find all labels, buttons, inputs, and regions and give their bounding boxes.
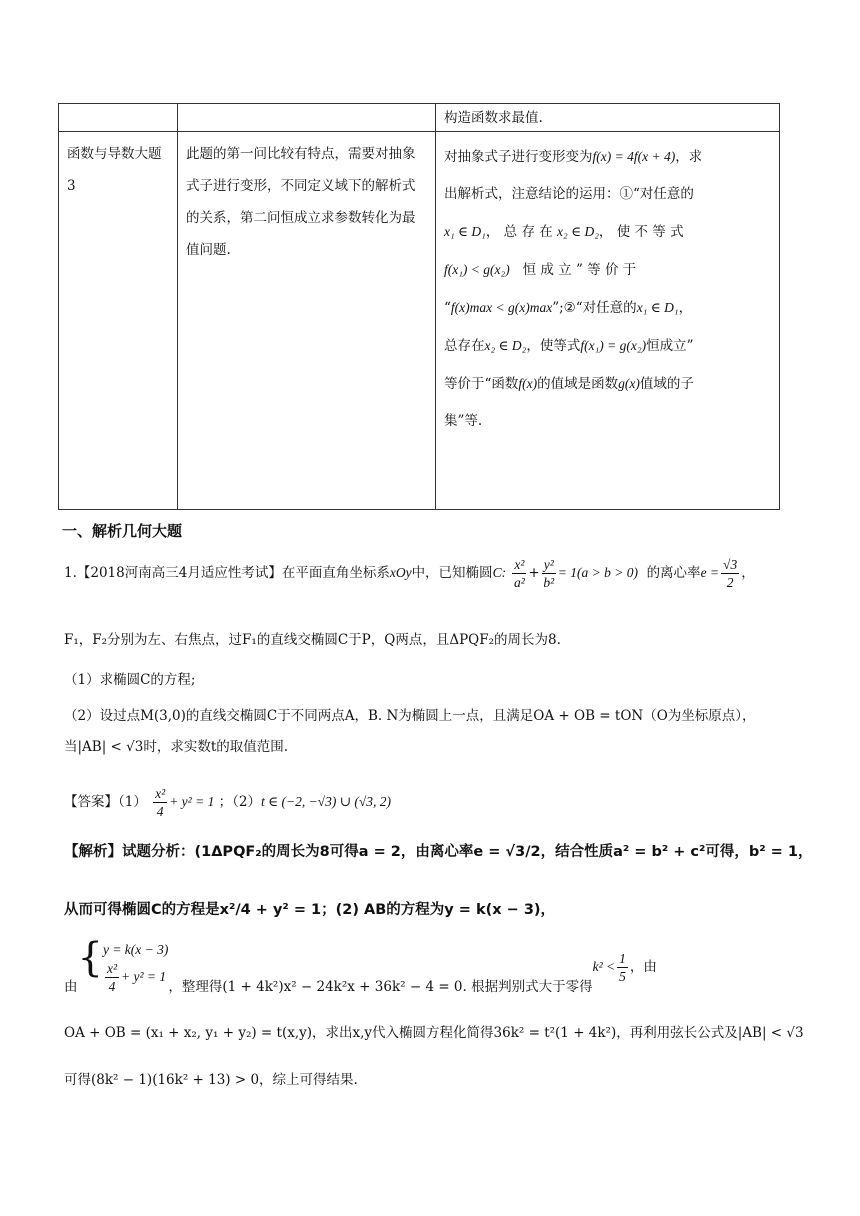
denominator: b² [543,575,555,590]
fraction [153,785,167,820]
analysis-line-2: 从而可得椭圆C的方程是x²/4 + y² = 1；(2) AB的方程为y = k(x − 3)， [64,902,556,918]
cell-feature: 此题的第一问比较有特点，需要对抽象式子进行变形，不同定义域下的解析式的关系，第二问恒成立求参数转化为最值问题. [186,146,416,258]
formula: f(x) = 4f(x + 4) [592,149,676,164]
denominator: 4 [108,979,116,994]
text: 恒 成 立 ” 等 价 于 [522,262,637,278]
table-cell [436,132,780,510]
numerator: 1 [619,951,626,966]
text: ”;②“对任意的 [552,300,637,316]
table-cell [59,132,178,510]
text: 恒成立” [646,338,694,354]
denominator: a² [513,575,525,590]
table-cell [59,104,178,132]
analysis-line-5: 可得(8k² − 1)(16k² + 13) > 0，综上可得结果. [64,1072,358,1088]
analysis-line-1: 【解析】试题分析：(1ΔPQF₂的周长为8可得a = 2，由离心率e = √3/2，结合性质a² = b² + c²可得，b² = 1， [64,844,813,860]
denominator: 2 [726,575,734,590]
formula: x₁ ∈ D₁ [444,224,486,239]
problem-line-2: F₁，F₂分别为左、右焦点，过F₁的直线交椭圆C于P，Q两点，且ΔPQF₂的周长为8. [64,632,561,648]
text: 的值域是函数 [537,376,619,392]
fraction [512,556,526,591]
analysis-line-3 [64,935,657,995]
text: 1.【2018河南高三4月适应性考试】在平面直角坐标系 [64,565,390,581]
analysis-line-4: OA + OB = (x₁ + x₂, y₁ + y₂) = t(x,y)，求出x,y代入椭圆方程化简得36k² = t²(1 + 4k²)，再利用弦长公式及|AB| < √3 [64,1025,804,1041]
formula: + y² = 1 [121,969,167,984]
denominator: 4 [156,804,164,819]
text: 由 [64,979,78,995]
fraction [721,556,739,591]
denominator: 5 [619,969,626,984]
equation-system [103,940,168,995]
formula: k² < [592,959,616,974]
table-cell [178,132,436,510]
numerator: x² [155,786,166,801]
formula: = 1(a > b > 0) [557,565,638,580]
cell-topic: 函数与导数大题3 [67,146,162,194]
table-row [59,104,780,132]
formula: x₂ ∈ D₂ [484,338,527,353]
table-cell [436,104,780,132]
text: 值域的子 [639,376,694,392]
answer-label: 【答案】 [64,794,118,810]
formula: g(x) [618,376,640,391]
text: ，整理得(1 + 4k²)x² − 24k²x + 36k² − 4 = 0. 根据判别式大于零得 [168,979,593,995]
formula: f(x)max < g(x)max [450,300,553,315]
text: 出解析式，注意结论的运用：①“对任意的 [444,186,694,202]
text: “ [444,300,451,316]
formula: t ∈ (−2, −√3) ∪ (√3, 2) [260,794,392,809]
formula: xOy [389,565,412,580]
formula: + y² = 1 [169,794,215,809]
text: ， 使 不 等 式 [598,224,684,240]
numerator: x² [514,557,525,572]
fraction [617,950,628,985]
formula: f(x) [518,376,538,391]
summary-table [58,103,780,510]
question-2: （2）设过点M(3,0)的直线交椭圆C于不同两点A，B. N为椭圆上一点，且满足OA + OB = tON（O为坐标原点）， [64,708,756,724]
text: （1） [118,794,147,810]
text: ， 总 存 在 [485,224,553,240]
question-2-cont: 当|AB| < √3时，求实数t的取值范围. [64,739,289,755]
fraction [105,960,119,995]
text: ， [678,300,693,316]
formula: C: [492,565,507,580]
question-1: （1）求椭圆C的方程; [64,672,196,688]
table-row [59,132,780,510]
formula: x₂ ∈ D₂ [557,224,599,239]
text: 集”等. [444,413,483,429]
table-cell [178,104,436,132]
text: 总存在 [444,338,485,354]
cell-method [436,132,779,446]
text: 等价于“函数 [444,376,519,392]
answer-line [64,785,391,820]
numerator: x² [106,961,117,976]
numerator: √3 [723,557,738,572]
brace-icon: { [77,935,103,981]
text: ，由 [629,959,657,975]
text: ，使等式 [526,338,581,354]
text: 的离心率 [646,565,701,581]
formula: f(x₁) = g(x₂) [580,338,647,353]
formula: f(x₁) < g(x₂) [444,262,510,277]
text: ， [741,565,755,581]
formula: x₁ ∈ D₁ [636,300,679,315]
section-title: 一、解析几何大题 [62,522,183,540]
cell-text: 构造函数求最值. [444,110,543,126]
numerator: y² [543,557,554,572]
fraction [542,556,556,591]
formula: y = k(x − 3) [102,942,169,957]
text: 对抽象式子进行变形变为 [444,149,593,165]
formula: e = [700,565,720,580]
text: ，求 [675,149,703,165]
text: ；（2） [218,794,261,810]
problem-line-1: 1.【2018河南高三4月适应性考试】在平面直角坐标系xOy中，已知椭圆C: $\frac{\text{x²}}{\text{a²}}$ + $\frac{\text{y²}}{\text{b²}}$ = 1(a > b > 0) 的离心率e = $\frac{√3}{2}$ ， [64,557,755,590]
text: 中，已知椭圆 [411,565,493,581]
